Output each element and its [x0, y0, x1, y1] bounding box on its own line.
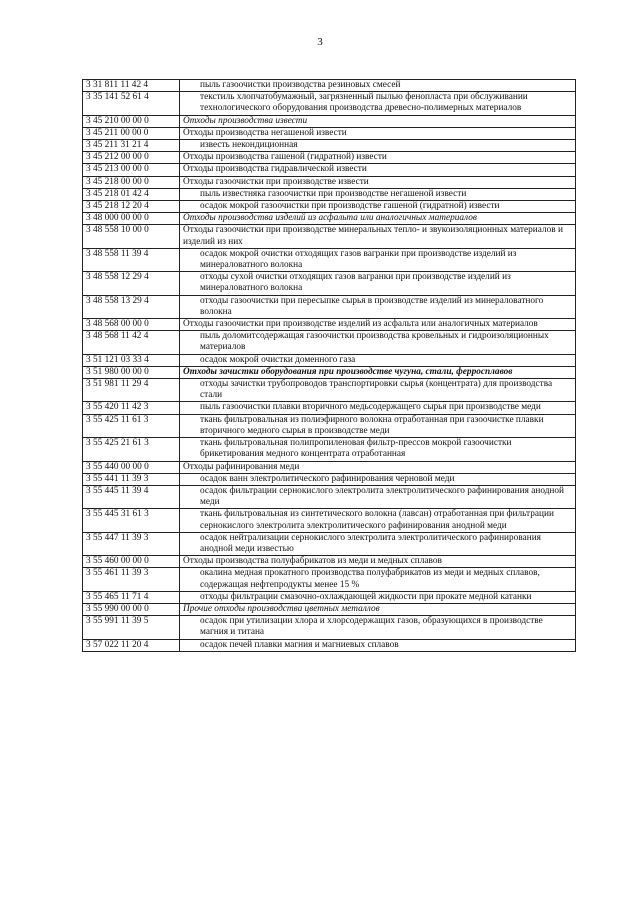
waste-description-cell: отходы газоочистки при пересыпке сырья в производстве изделий из минераловатного волокна [180, 295, 576, 318]
waste-description-cell: осадок нейтрализации сернокислого электролита электролитического рафинирования анодной меди известью [180, 532, 576, 555]
waste-description-cell: ткань фильтровальная из синтетического волокна (лавсан) отработанная при фильтрации сернокислого электролита электролитического рафинирования анодной меди [180, 509, 576, 532]
waste-description-cell: пыль газоочистки плавки вторичного медьсодержащего сырья при производстве меди [180, 402, 576, 414]
waste-code-cell: 3 55 445 31 61 3 [83, 509, 180, 532]
table-row [83, 80, 576, 92]
table-row [83, 248, 576, 271]
waste-description-cell: Отходы производства негашеной извести [180, 127, 576, 139]
waste-description-cell: осадок мокрой очистки отходящих газов вагранки при производстве изделий из минераловатного волокна [180, 248, 576, 271]
table-row [83, 509, 576, 532]
waste-code-cell: 3 55 440 00 00 0 [83, 461, 180, 473]
waste-code-cell: 3 48 568 11 42 4 [83, 331, 180, 354]
table-row [83, 461, 576, 473]
waste-code-cell: 3 35 141 52 61 4 [83, 92, 180, 115]
waste-code-cell: 3 55 990 00 00 0 [83, 603, 180, 615]
waste-description-cell: осадок печей плавки магния и магниевых сплавов [180, 639, 576, 651]
waste-code-cell: 3 55 445 11 39 4 [83, 485, 180, 508]
waste-code-cell: 3 51 980 00 00 0 [83, 366, 180, 378]
table-row [83, 603, 576, 615]
waste-description-cell: Отходы газоочистки при производстве извести [180, 176, 576, 188]
waste-description-cell: Отходы производства гидравлической извести [180, 164, 576, 176]
table-row [83, 319, 576, 331]
table-row [83, 379, 576, 402]
table-row [83, 272, 576, 295]
table-row [83, 556, 576, 568]
table-body [83, 80, 576, 652]
waste-description-cell: окалина медная прокатного производства полуфабрикатов из меди и медных сплавов, содержащая нефтепродукты менее 15 % [180, 568, 576, 591]
table-row [83, 438, 576, 461]
waste-code-cell: 3 55 420 11 42 3 [83, 402, 180, 414]
waste-code-cell: 3 31 811 11 42 4 [83, 80, 180, 92]
waste-code-cell: 3 45 213 00 00 0 [83, 164, 180, 176]
table-row [83, 164, 576, 176]
waste-code-cell: 3 48 558 12 29 4 [83, 272, 180, 295]
waste-description-cell: осадок мокрой очистки доменного газа [180, 354, 576, 366]
waste-code-cell: 3 55 465 11 71 4 [83, 591, 180, 603]
waste-description-cell: осадок при утилизации хлора и хлорсодержащих газов, образующихся в производстве магния и титана [180, 616, 576, 639]
table-row [83, 402, 576, 414]
table-row [83, 201, 576, 213]
waste-description-cell: осадок ванн электролитического рафинирования черновой меди [180, 473, 576, 485]
table-row [83, 188, 576, 200]
waste-description-cell: Отходы производства гашеной (гидратной) извести [180, 152, 576, 164]
waste-code-cell: 3 51 981 11 29 4 [83, 379, 180, 402]
waste-description-cell: Отходы производства полуфабрикатов из меди и медных сплавов [180, 556, 576, 568]
waste-code-cell: 3 55 441 11 39 3 [83, 473, 180, 485]
table-row [83, 414, 576, 437]
table-row [83, 152, 576, 164]
waste-description-cell: Прочие отходы производства цветных металлов [180, 603, 576, 615]
waste-description-cell: Отходы производства изделий из асфальта или аналогичных материалов [180, 213, 576, 225]
waste-code-cell: 3 55 991 11 39 5 [83, 616, 180, 639]
waste-description-cell: осадок фильтрации сернокислого электролита электролитического рафинирования анодной меди [180, 485, 576, 508]
table-row [83, 225, 576, 248]
waste-description-cell: пыль доломитсодержащая газоочистки производства кровельных и гидроизоляционных материалов [180, 331, 576, 354]
table-row [83, 127, 576, 139]
waste-code-cell: 3 45 212 00 00 0 [83, 152, 180, 164]
waste-code-cell: 3 45 210 00 00 0 [83, 115, 180, 127]
table-row [83, 331, 576, 354]
waste-code-cell: 3 48 568 00 00 0 [83, 319, 180, 331]
table-row [83, 568, 576, 591]
table-row [83, 92, 576, 115]
table-row [83, 115, 576, 127]
table-row [83, 639, 576, 651]
table-row [83, 485, 576, 508]
waste-code-cell: 3 45 211 31 21 4 [83, 140, 180, 152]
waste-description-cell: отходы зачистки трубопроводов транспортировки сырья (концентрата) для производства стали [180, 379, 576, 402]
waste-code-cell: 3 55 461 11 39 3 [83, 568, 180, 591]
waste-code-cell: 3 55 425 11 61 3 [83, 414, 180, 437]
table-row [83, 295, 576, 318]
waste-code-cell: 3 45 218 01 42 4 [83, 188, 180, 200]
waste-code-cell: 3 55 447 11 39 3 [83, 532, 180, 555]
waste-description-cell: отходы сухой очистки отходящих газов вагранки при производстве изделий из минераловатного волокна [180, 272, 576, 295]
table-row [83, 473, 576, 485]
waste-description-cell: осадок мокрой газоочистки при производстве гашеной (гидратной) извести [180, 201, 576, 213]
waste-description-cell: Отходы зачистки оборудования при производстве чугуна, стали, ферросплавов [180, 366, 576, 378]
waste-description-cell: пыль известняка газоочистки при производстве негашеной извести [180, 188, 576, 200]
waste-code-cell: 3 45 218 00 00 0 [83, 176, 180, 188]
waste-code-cell: 3 48 558 11 39 4 [83, 248, 180, 271]
waste-description-cell: Отходы рафинирования меди [180, 461, 576, 473]
table-row [83, 354, 576, 366]
table-row [83, 591, 576, 603]
table-row [83, 140, 576, 152]
waste-code-cell: 3 45 211 00 00 0 [83, 127, 180, 139]
waste-description-cell: пыль газоочистки производства резиновых смесей [180, 80, 576, 92]
waste-description-cell: ткань фильтровальная полипропиленовая фильтр-прессов мокрой газоочистки брикетирования медного концентрата отработанная [180, 438, 576, 461]
waste-description-cell: известь некондиционная [180, 140, 576, 152]
page-number: 3 [317, 36, 323, 48]
table-row [83, 532, 576, 555]
waste-description-cell: текстиль хлопчатобумажный, загрязненный пылью фенопласта при обслуживании технологического оборудования производства древесно-полимерных материалов [180, 92, 576, 115]
waste-code-cell: 3 57 022 11 20 4 [83, 639, 180, 651]
waste-code-cell: 3 48 558 10 00 0 [83, 225, 180, 248]
table-row [83, 176, 576, 188]
waste-description-cell: Отходы газоочистки при производстве изделий из асфальта или аналогичных материалов [180, 319, 576, 331]
waste-code-cell: 3 51 121 03 33 4 [83, 354, 180, 366]
waste-description-cell: ткань фильтровальная из полиэфирного волокна отработанная при газоочистке плавки вторичного медного сырья в производстве меди [180, 414, 576, 437]
waste-description-cell: Отходы газоочистки при производстве минеральных тепло- и звукоизоляционных материалов и изделий из них [180, 225, 576, 248]
waste-description-cell: Отходы производства извести [180, 115, 576, 127]
waste-code-cell: 3 45 218 12 20 4 [83, 201, 180, 213]
waste-code-cell: 3 48 558 13 29 4 [83, 295, 180, 318]
table-row [83, 213, 576, 225]
table-row [83, 366, 576, 378]
waste-code-cell: 3 48 000 00 00 0 [83, 213, 180, 225]
table-row [83, 616, 576, 639]
waste-code-cell: 3 55 425 21 61 3 [83, 438, 180, 461]
waste-description-cell: отходы фильтрации смазочно-охлаждающей жидкости при прокате медной катанки [180, 591, 576, 603]
waste-code-cell: 3 55 460 00 00 0 [83, 556, 180, 568]
waste-code-table [82, 79, 576, 652]
